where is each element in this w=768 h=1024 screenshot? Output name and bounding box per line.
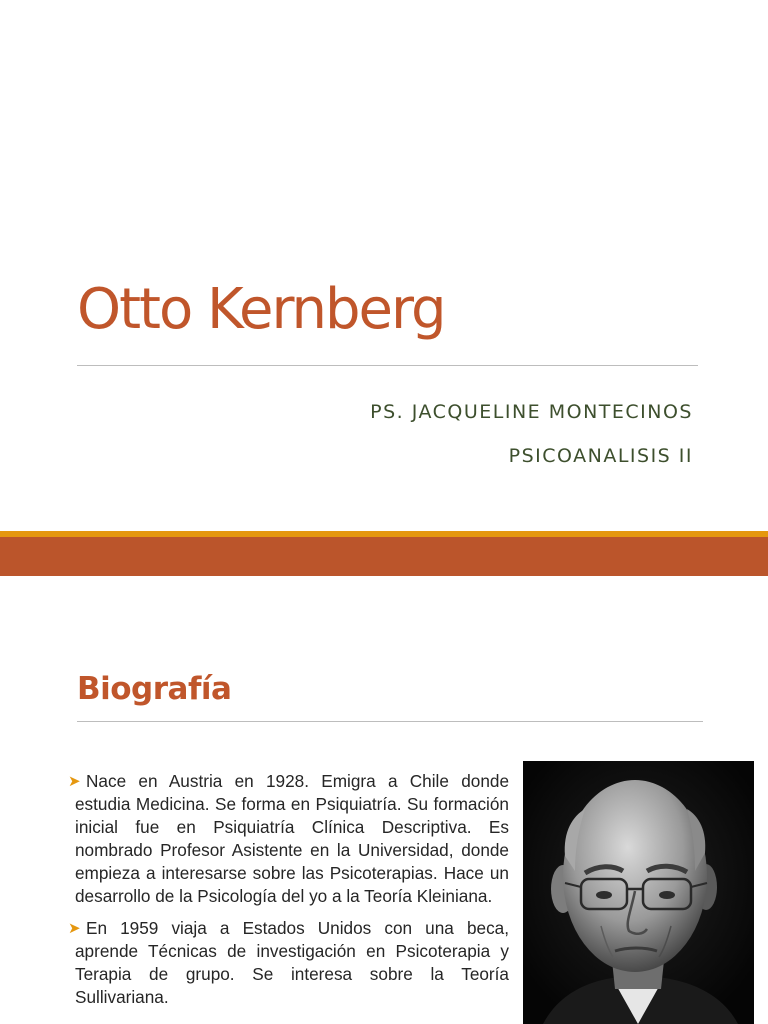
biography-paragraph: [68, 917, 509, 1009]
presenter-name: PS. JACQUELINE MONTECINOS: [370, 401, 693, 423]
heading-divider: [77, 721, 703, 722]
slide-title: Otto Kernberg: [77, 277, 445, 342]
course-name: PSICOANALISIS II: [508, 445, 693, 467]
paragraph-text: En 1959 viaja a Estados Unidos con una beca, aprende Técnicas de investigación en Psicoterapia y Terapia de grupo. Se interesa sobre la Teoría Sullivariana.: [75, 918, 509, 1007]
portrait-photo: [523, 761, 754, 1024]
biography-heading: Biografía: [77, 671, 232, 707]
biography-text: [68, 770, 509, 1018]
title-divider: [77, 365, 698, 366]
biography-paragraph: [68, 770, 509, 908]
arrow-bullet-icon: ➤: [68, 773, 81, 790]
portrait-illustration: [523, 761, 754, 1024]
biography-slide: [0, 576, 768, 1024]
paragraph-text: Nace en Austria en 1928. Emigra a Chile donde estudia Medicina. Se forma en Psiquiatría. Su formación inicial fue en Psiquiatría Clínica Descriptiva. Es nombrado Profesor Asistente en la Universidad, donde empieza a interesarse sobre las Psicoterapias. Hace un desarrollo de la Psicología del yo a la Teoría Kleiniana.: [75, 771, 509, 906]
slide-separator-band: [0, 537, 768, 576]
arrow-bullet-icon: ➤: [68, 920, 81, 937]
